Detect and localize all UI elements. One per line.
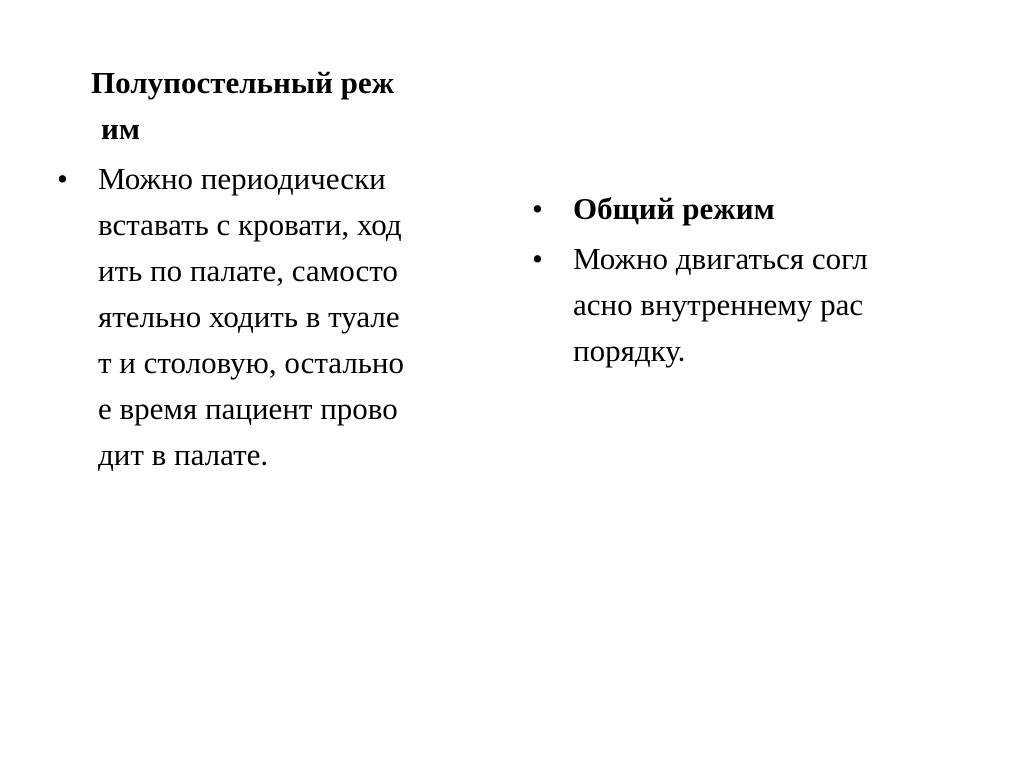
left-column bbox=[55, 60, 505, 478]
list-item-text: Можно периодически вставать с кровати, ход ить по палате, самосто ятельно ходить в туале т и столовую, остально е время пациент прово дит в палате. bbox=[98, 161, 405, 472]
bullet-icon: • bbox=[57, 161, 68, 196]
left-column-heading: Полупостельный реж им bbox=[91, 65, 395, 146]
list-item-text: Можно двигаться согл асно внутреннему рас порядку. bbox=[573, 241, 868, 368]
list-item bbox=[530, 236, 970, 374]
right-column-heading: Общий режим bbox=[573, 191, 775, 226]
bullet-icon: • bbox=[532, 241, 543, 276]
list-item bbox=[55, 156, 505, 478]
list-item bbox=[530, 186, 970, 232]
bullet-icon: • bbox=[532, 191, 543, 226]
right-column bbox=[530, 186, 970, 374]
